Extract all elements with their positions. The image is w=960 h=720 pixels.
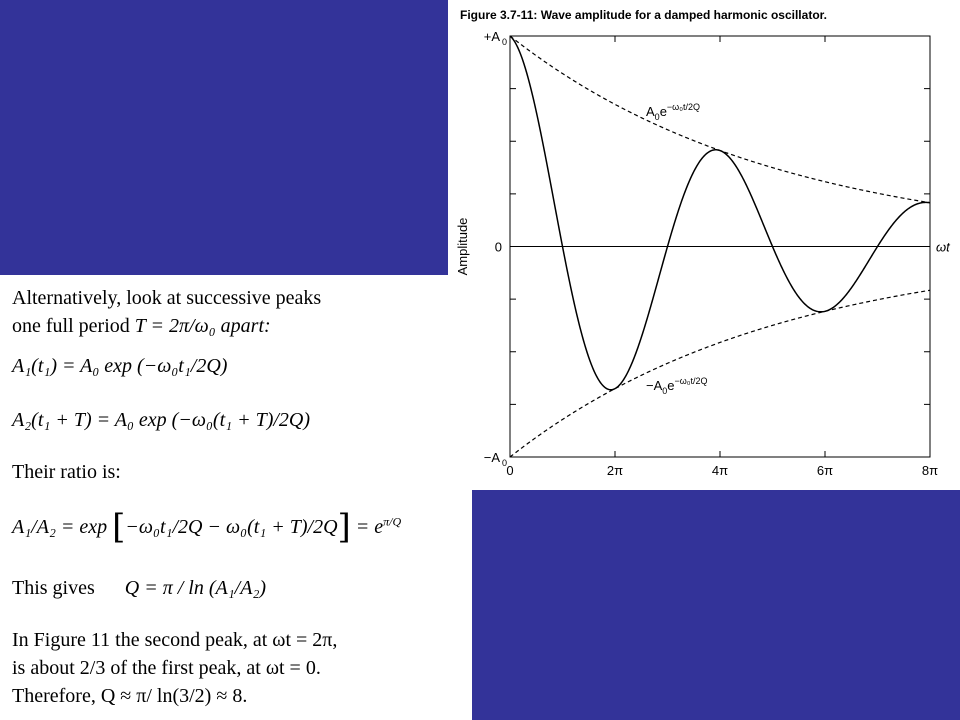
text-line-2: [12, 315, 271, 338]
series-damped-wave: [510, 36, 930, 390]
x-tick-label-1: 2π: [606, 463, 624, 478]
figure-title: Figure 3.7-11: Wave amplitude for a damped harmonic oscillator.: [460, 8, 827, 22]
text-line-8: In Figure 11 the second peak, at ωt = 2π,: [12, 629, 338, 651]
damped-oscillator-chart: [448, 0, 960, 490]
x-tick-label-4: 8π: [921, 463, 939, 478]
series-upper-envelope: [510, 36, 930, 203]
ratio-heading: Their ratio is:: [12, 461, 121, 483]
equation-a2: A₂(t₁ + T) = A₀ exp (−ω₀(t₁ + T)/2Q): [12, 409, 311, 431]
q-result: This gives Q = π / ln (A₁/A₂): [12, 577, 267, 599]
x-tick-label-2: 4π: [711, 463, 729, 478]
period-formula: T = 2π/ω₀ apart:: [134, 315, 271, 337]
text-line-10: Therefore, Q ≈ π/ ln(3/2) ≈ 8.: [12, 685, 248, 707]
right-bracket: ]: [337, 507, 351, 547]
equation-a1: A₁(t₁) = A₀ exp (−ω₀t₁/2Q): [12, 355, 228, 377]
y-axis-label: Amplitude: [455, 217, 470, 276]
text-line-2a: one full period: [12, 315, 135, 337]
text-line-9: is about 2/3 of the first peak, at ωt = 0.: [12, 657, 321, 679]
y-tick-label-sub-0: 0: [501, 37, 507, 47]
left-bracket: [: [112, 507, 126, 547]
ratio-equation: $A_1/A_2 = \exp [-\omega_0t_1/2Q - \omega_0(t_1 + T)/2Q] = e^{\pi/Q}$: [12, 507, 402, 547]
x-tick-label-0: 0: [506, 463, 514, 478]
x-axis-label: ωt: [936, 239, 950, 255]
x-tick-label-3: 6π: [816, 463, 834, 478]
upper-envelope-label: $A_0e^{-\omega_0t/2Q}$: [646, 102, 700, 122]
y-tick-label-2: −A: [483, 450, 500, 465]
y-tick-label-0: +A: [483, 29, 500, 44]
text-line-1: Alternatively, look at successive peaks: [12, 287, 322, 309]
explanation-text-panel: [0, 275, 472, 720]
figure-panel: [448, 0, 960, 490]
y-tick-label-1: 0: [494, 239, 502, 255]
series-lower-envelope: [510, 290, 930, 457]
slide-background-bottom-right: [472, 490, 960, 720]
slide-background-top-left: [0, 0, 448, 275]
lower-envelope-label: $-A_0e^{-\omega_0t/2Q}$: [646, 376, 708, 396]
y-tick-label-sub-2: 0: [501, 458, 507, 468]
